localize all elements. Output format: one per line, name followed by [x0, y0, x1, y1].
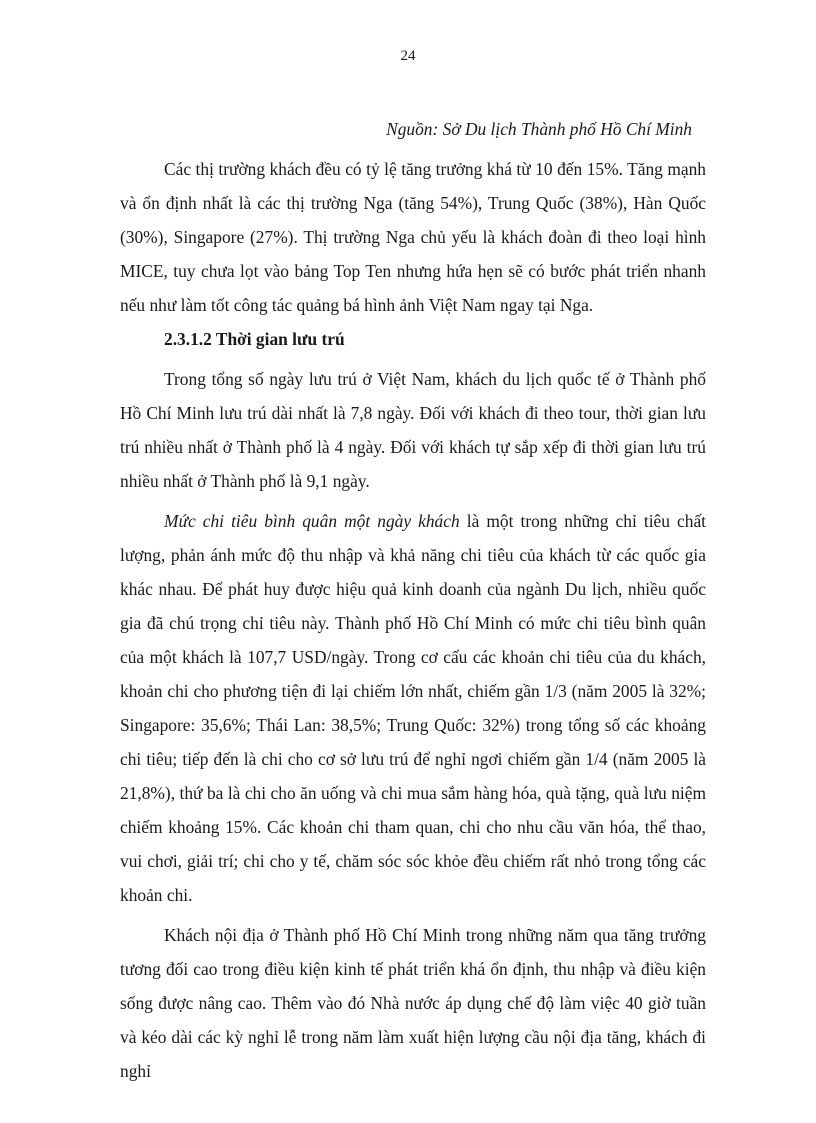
paragraph-spending-text: là một trong những chỉ tiêu chất lượng, phản ánh mức độ thu nhập và khả năng chi tiêu của khách từ các quốc gia khác nhau. Để phát huy được hiệu quả kinh doanh của ngành Du lịch, nhiều quốc gia đã chú trọng chỉ tiêu này. Thành phố Hồ Chí Minh có mức chi tiêu bình quân của một khách là 107,7 USD/ngày. Trong cơ cấu các khoản chi tiêu của du khách, khoản chi cho phương tiện đi lại chiếm lớn nhất, chiếm gần 1/3 (năm 2005 là 32%; Singapore: 35,6%; Thái Lan: 38,5%; Trung Quốc: 32%) trong tổng số các khoảng chi tiêu; tiếp đến là chi cho cơ sở lưu trú để nghỉ ngơi chiếm gần 1/4 (năm 2005 là 21,8%), thứ ba là chi cho ăn uống và chi mua sắm hàng hóa, quà tặng, quà lưu niệm chiếm khoảng 15%. Các khoản chi tham quan, chi cho nhu cầu văn hóa, thể thao, vui chơi, giải trí; chi cho y tế, chăm sóc sóc khỏe đều chiếm rất nhỏ trong tổng các khoản chi.: [120, 511, 706, 905]
paragraph-markets: Các thị trường khách đều có tỷ lệ tăng trưởng khá từ 10 đến 15%. Tăng mạnh và ổn định nhất là các thị trường Nga (tăng 54%), Trung Quốc (38%), Hàn Quốc (30%), Singapore (27%). Thị trường Nga chủ yếu là khách đoàn đi theo loại hình MICE, tuy chưa lọt vào bảng Top Ten nhưng hứa hẹn sẽ có bước phát triển nhanh nếu như làm tốt công tác quảng bá hình ảnh Việt Nam ngay tại Nga.: [120, 159, 706, 315]
paragraph-domestic: Khách nội địa ở Thành phố Hồ Chí Minh trong những năm qua tăng trưởng tương đối cao trong điều kiện kinh tế phát triển khá ổn định, thu nhập và điều kiện sống được nâng cao. Thêm vào đó Nhà nước áp dụng chế độ làm việc 40 giờ tuần và kéo dài các kỳ nghỉ lễ trong năm làm xuất hiện lượng cầu nội địa tăng, khách đi nghỉ: [120, 925, 706, 1081]
paragraph-length-of-stay: Trong tổng số ngày lưu trú ở Việt Nam, khách du lịch quốc tế ở Thành phố Hồ Chí Minh lưu trú dài nhất là 7,8 ngày. Đối với khách đi theo tour, thời gian lưu trú nhiều nhất ở Thành phố là 4 ngày. Đối với khách tự sắp xếp đi thời gian lưu trú nhiều nhất ở Thành phố là 9,1 ngày.: [120, 369, 706, 491]
paragraph-spending: [120, 504, 706, 912]
page-body: [120, 112, 706, 1088]
page-number: 24: [400, 48, 416, 64]
source-note: Nguồn: Sở Du lịch Thành phố Hồ Chí Minh: [386, 119, 692, 139]
emphasized-term: Mức chi tiêu bình quân một ngày khách: [164, 511, 460, 531]
section-heading: 2.3.1.2 Thời gian lưu trú: [164, 329, 345, 349]
